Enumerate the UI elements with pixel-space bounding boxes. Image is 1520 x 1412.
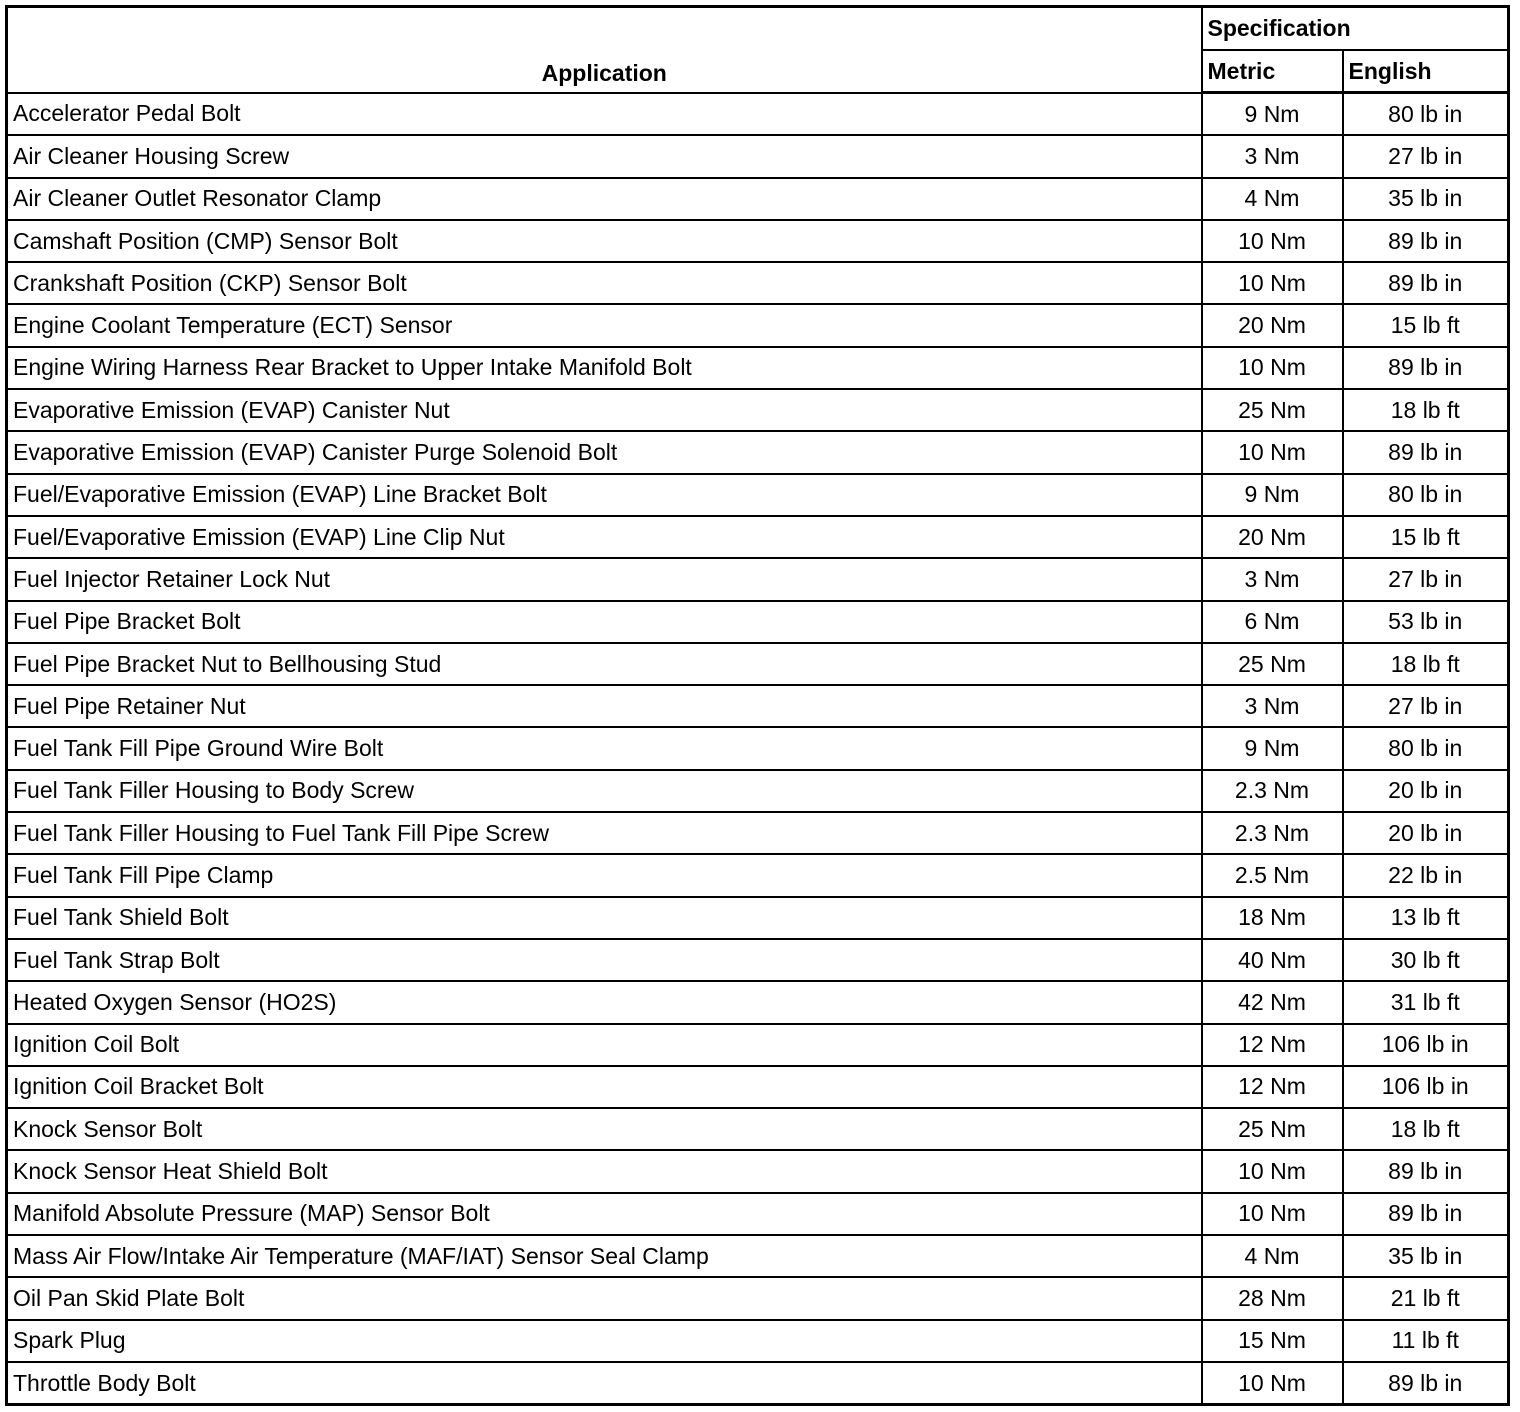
- english-cell: 18 lb ft: [1343, 1108, 1509, 1150]
- application-cell: Fuel Tank Fill Pipe Ground Wire Bolt: [7, 727, 1202, 769]
- table-row: [7, 304, 1509, 346]
- metric-cell: 10 Nm: [1202, 262, 1343, 304]
- application-cell: Fuel Tank Fill Pipe Clamp: [7, 854, 1202, 896]
- metric-cell: 10 Nm: [1202, 347, 1343, 389]
- application-cell: Manifold Absolute Pressure (MAP) Sensor Bolt: [7, 1193, 1202, 1235]
- application-cell: Fuel Tank Strap Bolt: [7, 939, 1202, 981]
- application-cell: Accelerator Pedal Bolt: [7, 93, 1202, 136]
- table-row: [7, 981, 1509, 1023]
- table-row: [7, 1277, 1509, 1319]
- application-cell: Oil Pan Skid Plate Bolt: [7, 1277, 1202, 1319]
- application-cell: Knock Sensor Bolt: [7, 1108, 1202, 1150]
- english-cell: 35 lb in: [1343, 1235, 1509, 1277]
- metric-cell: 12 Nm: [1202, 1066, 1343, 1108]
- application-cell: Fuel Tank Shield Bolt: [7, 897, 1202, 939]
- table-row: [7, 1108, 1509, 1150]
- english-cell: 30 lb ft: [1343, 939, 1509, 981]
- table-row: [7, 558, 1509, 600]
- application-cell: Air Cleaner Housing Screw: [7, 135, 1202, 177]
- application-cell: Camshaft Position (CMP) Sensor Bolt: [7, 220, 1202, 262]
- english-cell: 18 lb ft: [1343, 643, 1509, 685]
- english-cell: 20 lb in: [1343, 812, 1509, 854]
- metric-header: Metric: [1202, 50, 1343, 93]
- english-cell: 15 lb ft: [1343, 304, 1509, 346]
- application-cell: Fuel/Evaporative Emission (EVAP) Line Clip Nut: [7, 516, 1202, 558]
- english-cell: 89 lb in: [1343, 347, 1509, 389]
- metric-cell: 2.3 Nm: [1202, 812, 1343, 854]
- metric-cell: 3 Nm: [1202, 135, 1343, 177]
- application-header: Application: [7, 7, 1202, 93]
- application-cell: Throttle Body Bolt: [7, 1362, 1202, 1405]
- table-row: [7, 939, 1509, 981]
- application-cell: Fuel Pipe Retainer Nut: [7, 685, 1202, 727]
- table-row: [7, 1362, 1509, 1405]
- header-row-top: [7, 7, 1509, 51]
- english-cell: 35 lb in: [1343, 178, 1509, 220]
- table-row: [7, 474, 1509, 516]
- english-cell: 89 lb in: [1343, 262, 1509, 304]
- table-row: [7, 262, 1509, 304]
- english-header: English: [1343, 50, 1509, 93]
- english-cell: 18 lb ft: [1343, 389, 1509, 431]
- metric-cell: 3 Nm: [1202, 685, 1343, 727]
- english-cell: 106 lb in: [1343, 1066, 1509, 1108]
- table-row: [7, 347, 1509, 389]
- table-row: [7, 389, 1509, 431]
- table-row: [7, 220, 1509, 262]
- specification-header: Specification: [1202, 7, 1509, 51]
- metric-cell: 2.5 Nm: [1202, 854, 1343, 896]
- metric-cell: 25 Nm: [1202, 1108, 1343, 1150]
- english-cell: 15 lb ft: [1343, 516, 1509, 558]
- application-cell: Evaporative Emission (EVAP) Canister Purge Solenoid Bolt: [7, 431, 1202, 473]
- application-cell: Fuel Pipe Bracket Bolt: [7, 601, 1202, 643]
- application-cell: Ignition Coil Bracket Bolt: [7, 1066, 1202, 1108]
- metric-cell: 10 Nm: [1202, 1193, 1343, 1235]
- metric-cell: 10 Nm: [1202, 1150, 1343, 1192]
- metric-cell: 40 Nm: [1202, 939, 1343, 981]
- metric-cell: 9 Nm: [1202, 474, 1343, 516]
- english-cell: 27 lb in: [1343, 685, 1509, 727]
- table-row: [7, 93, 1509, 136]
- english-cell: 80 lb in: [1343, 727, 1509, 769]
- application-cell: Mass Air Flow/Intake Air Temperature (MAF/IAT) Sensor Seal Clamp: [7, 1235, 1202, 1277]
- table-row: [7, 812, 1509, 854]
- english-cell: 89 lb in: [1343, 431, 1509, 473]
- metric-cell: 10 Nm: [1202, 1362, 1343, 1405]
- application-cell: Air Cleaner Outlet Resonator Clamp: [7, 178, 1202, 220]
- metric-cell: 4 Nm: [1202, 178, 1343, 220]
- application-cell: Engine Wiring Harness Rear Bracket to Upper Intake Manifold Bolt: [7, 347, 1202, 389]
- english-cell: 80 lb in: [1343, 93, 1509, 136]
- application-cell: Evaporative Emission (EVAP) Canister Nut: [7, 389, 1202, 431]
- application-cell: Knock Sensor Heat Shield Bolt: [7, 1150, 1202, 1192]
- table-row: [7, 1024, 1509, 1066]
- table-body: [7, 93, 1509, 1405]
- english-cell: 89 lb in: [1343, 1150, 1509, 1192]
- table-row: [7, 601, 1509, 643]
- application-cell: Fuel Tank Filler Housing to Fuel Tank Fill Pipe Screw: [7, 812, 1202, 854]
- table-row: [7, 1150, 1509, 1192]
- metric-cell: 20 Nm: [1202, 304, 1343, 346]
- table-row: [7, 178, 1509, 220]
- application-cell: Crankshaft Position (CKP) Sensor Bolt: [7, 262, 1202, 304]
- english-cell: 89 lb in: [1343, 1362, 1509, 1405]
- application-cell: Heated Oxygen Sensor (HO2S): [7, 981, 1202, 1023]
- application-cell: Fuel/Evaporative Emission (EVAP) Line Bracket Bolt: [7, 474, 1202, 516]
- table-row: [7, 643, 1509, 685]
- metric-cell: 4 Nm: [1202, 1235, 1343, 1277]
- english-cell: 20 lb in: [1343, 770, 1509, 812]
- metric-cell: 3 Nm: [1202, 558, 1343, 600]
- english-cell: 27 lb in: [1343, 558, 1509, 600]
- metric-cell: 9 Nm: [1202, 727, 1343, 769]
- english-cell: 89 lb in: [1343, 220, 1509, 262]
- metric-cell: 6 Nm: [1202, 601, 1343, 643]
- english-cell: 53 lb in: [1343, 601, 1509, 643]
- application-cell: Fuel Tank Filler Housing to Body Screw: [7, 770, 1202, 812]
- fastener-spec-table: [5, 5, 1510, 1406]
- metric-cell: 2.3 Nm: [1202, 770, 1343, 812]
- metric-cell: 10 Nm: [1202, 431, 1343, 473]
- metric-cell: 9 Nm: [1202, 93, 1343, 136]
- english-cell: 106 lb in: [1343, 1024, 1509, 1066]
- table-row: [7, 1235, 1509, 1277]
- table-row: [7, 727, 1509, 769]
- application-cell: Spark Plug: [7, 1320, 1202, 1362]
- table-row: [7, 854, 1509, 896]
- metric-cell: 25 Nm: [1202, 643, 1343, 685]
- english-cell: 80 lb in: [1343, 474, 1509, 516]
- english-cell: 31 lb ft: [1343, 981, 1509, 1023]
- metric-cell: 28 Nm: [1202, 1277, 1343, 1319]
- metric-cell: 18 Nm: [1202, 897, 1343, 939]
- table-row: [7, 135, 1509, 177]
- english-cell: 27 lb in: [1343, 135, 1509, 177]
- table-header: [7, 7, 1509, 93]
- metric-cell: 10 Nm: [1202, 220, 1343, 262]
- metric-cell: 12 Nm: [1202, 1024, 1343, 1066]
- metric-cell: 15 Nm: [1202, 1320, 1343, 1362]
- metric-cell: 42 Nm: [1202, 981, 1343, 1023]
- table-row: [7, 897, 1509, 939]
- table-row: [7, 685, 1509, 727]
- english-cell: 22 lb in: [1343, 854, 1509, 896]
- application-cell: Fuel Injector Retainer Lock Nut: [7, 558, 1202, 600]
- table-row: [7, 1066, 1509, 1108]
- application-cell: Engine Coolant Temperature (ECT) Sensor: [7, 304, 1202, 346]
- english-cell: 21 lb ft: [1343, 1277, 1509, 1319]
- table-row: [7, 516, 1509, 558]
- metric-cell: 25 Nm: [1202, 389, 1343, 431]
- application-cell: Ignition Coil Bolt: [7, 1024, 1202, 1066]
- english-cell: 13 lb ft: [1343, 897, 1509, 939]
- application-cell: Fuel Pipe Bracket Nut to Bellhousing Stud: [7, 643, 1202, 685]
- table-row: [7, 1320, 1509, 1362]
- english-cell: 11 lb ft: [1343, 1320, 1509, 1362]
- english-cell: 89 lb in: [1343, 1193, 1509, 1235]
- metric-cell: 20 Nm: [1202, 516, 1343, 558]
- table-row: [7, 431, 1509, 473]
- table-row: [7, 1193, 1509, 1235]
- table-row: [7, 770, 1509, 812]
